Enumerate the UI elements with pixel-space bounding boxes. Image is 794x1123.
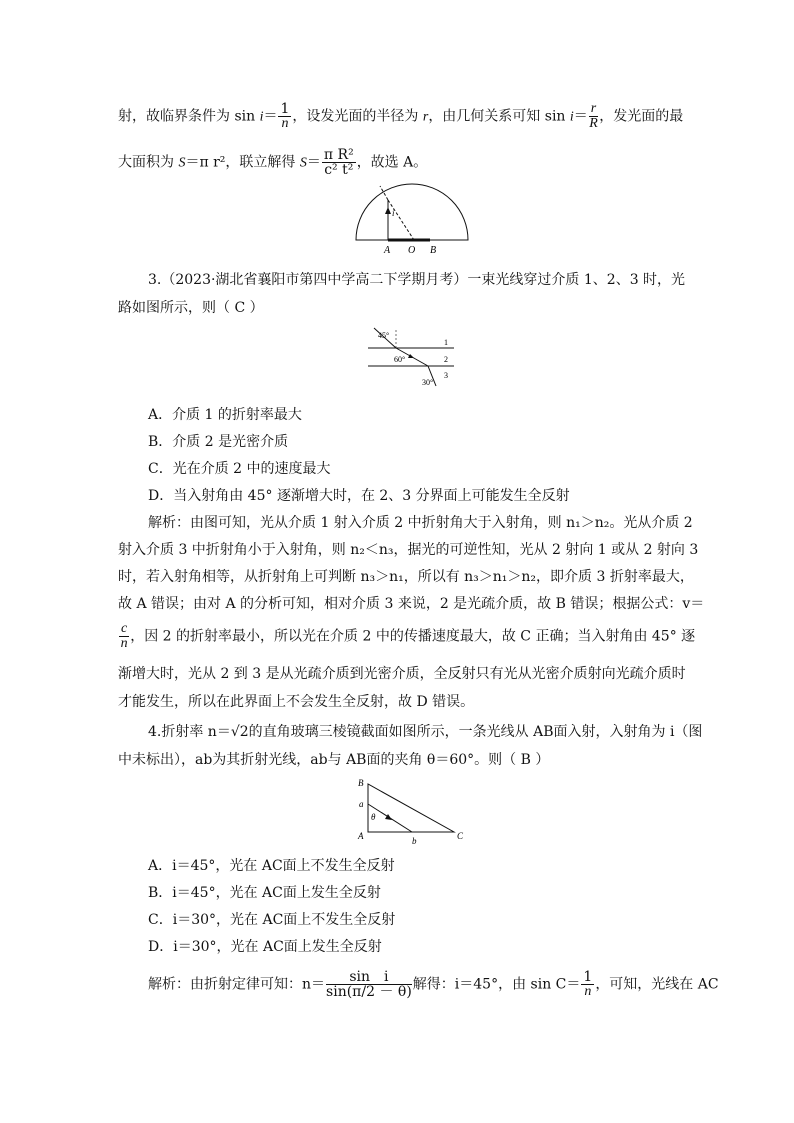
analysis-line: 时，若入射角相等，从折射角上可判断 n₃＞n₁，所以有 n₃＞n₁＞n₂，即介质 3 折射率最大， [118,569,694,585]
fraction: $\frac{1}{n}$ [583,969,593,999]
analysis-line: 故 A 错误；由对 A 的分析可知，相对介质 3 来说，2 是光疏介质，故 B 错误；根据公式：v＝ [118,596,705,612]
refraction-figure [366,326,458,388]
prism-figure [354,776,470,848]
option-a: A．i＝45°，光在 AC面上不发生全反射 [148,858,395,874]
text-line: 射，故临界条件为 sin i＝ $\frac{1}{n}$ ，设发光面的半径为 r，由几何关系可知 sin i＝ $\frac{r}{R}$ ，发光面的最 [118,101,684,131]
question-3-stem-cont: 路如图所示，则（ C ） [118,300,264,316]
medium-3-label: 3 [444,371,448,380]
question-4-stem-cont: 中未标出），ab为其折射光线，ab与 AB面的夹角 θ＝60°。则（ B ） [118,752,550,768]
analysis-line: $\frac{c}{n}$ ，因 2 的折射率最小，所以光在介质 2 中的传播速度最大，故 C 正确；当入射角由 45° 逐 [120,621,696,651]
vertex-a-label: A [358,831,364,841]
analysis-line: 射入介质 3 中折射角小于入射角，则 n₂＜n₃，据光的可逆性知，光从 2 射向 1 或从 2 射向 3 [118,542,699,558]
fraction: $\frac{\text{sin i}}{\sin(\pi/2 - \theta)}$ [326,969,412,1000]
question-4-stem: 4.折射率 n＝√2的直角玻璃三棱镜截面如图所示，一条光线从 AB面入射，入射角为 i（图 [148,724,703,740]
semicircle-figure [352,180,472,256]
fraction: $\frac{\text{π R²}}{\text{c² t²}}$ [323,147,354,178]
point-o-label: O [408,245,416,256]
angle-i-label: i [392,208,395,218]
text-line: 大面积为 S＝π r²，联立解得 S＝ $\frac{\text{π R²}}{\text{c² t²}}$ ，故选 A。 [118,147,428,178]
option-b: B．i＝45°，光在 AC面上发生全反射 [148,885,381,901]
point-b-label: B [430,245,437,256]
point-b-lower-label: b [412,836,417,846]
option-a: A．介质 1 的折射率最大 [148,407,302,423]
medium-1-label: 1 [444,338,448,347]
analysis-line: 解析：由图可知，光从介质 1 射入介质 2 中折射角大于入射角，则 n₁＞n₂。光从介质 2 [148,515,693,531]
angle-45-label: 45° [378,331,390,340]
analysis-line: 才能发生，所以在此界面上不会发生全反射，故 D 错误。 [118,694,475,710]
fraction: $\frac{1}{n}$ [280,101,290,131]
analysis-line: 解析：由折射定律可知：n＝ $\frac{\text{sin i}}{\sin(\pi/2 - \theta)}$ 解得：i＝45°，由 sin C＝ $\frac{1}{n}$ ，可知，光线在 AC [148,969,719,1000]
option-b: B．介质 2 是光密介质 [148,434,289,450]
fraction: $\frac{c}{n}$ [120,621,128,651]
option-c: C．光在介质 2 中的速度最大 [148,461,331,477]
option-d: D．i＝30°，光在 AC面上发生全反射 [148,939,382,955]
angle-60-label: 60° [394,355,406,364]
analysis-line: 渐增大时，光从 2 到 3 是从光疏介质到光密介质，全反射只有光从光密介质射向光疏介质时 [118,666,686,682]
option-c: C．i＝30°，光在 AC面上不发生全反射 [148,912,396,928]
point-a-lower-label: a [359,799,364,809]
medium-2-label: 2 [444,355,448,364]
question-3-stem: 3.（2023·湖北省襄阳市第四中学高二下学期月考）一束光线穿过介质 1、2、3 时，光 [148,272,686,288]
option-d: D．当入射角由 45° 逐渐增大时，在 2、3 分界面上可能发生全反射 [148,488,570,504]
theta-label: θ [371,812,376,822]
fraction: $\frac{r}{R}$ [589,101,598,131]
point-a-label: A [384,245,391,256]
vertex-b-label: B [358,778,364,788]
angle-30-label: 30° [422,378,434,387]
vertex-c-label: C [457,831,464,841]
